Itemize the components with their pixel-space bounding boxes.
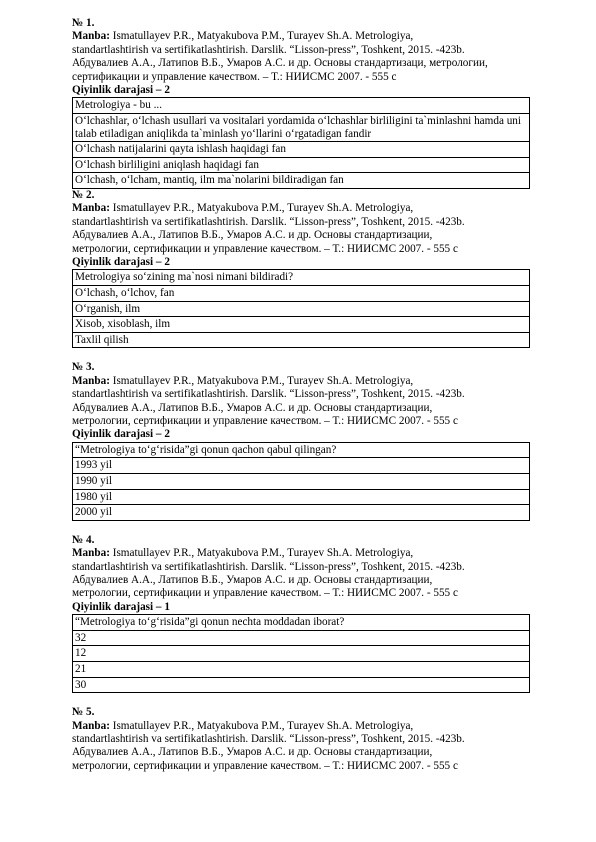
answer-table [72, 614, 530, 693]
answer-option: 21 [73, 662, 530, 678]
answer-option: 12 [73, 646, 530, 662]
answer-row [73, 458, 530, 474]
source-label: Manba: [72, 202, 110, 215]
question-number: № 2. [72, 189, 95, 201]
spacer [72, 693, 530, 706]
source-text: Ismatullayev P.R., Matyakubova P.M., Turayev Sh.A. Metrologiya, [109, 202, 414, 215]
source-line-4: метрологии, сертификации и управление качеством. – Т.: НИИСМС 2007. - 555 с [72, 415, 458, 428]
question-text: “Metrologiya to‘g‘risida”gi qonun qachon qabul qilingan? [73, 442, 530, 458]
spacer [72, 521, 530, 534]
answer-row [73, 173, 530, 189]
answer-option: O‘rganish, ilm [73, 301, 530, 317]
question-text: Metrologiya - bu ... [73, 98, 530, 114]
difficulty-level: Qiyinlik darajasi – 2 [72, 256, 170, 269]
source-label: Manba: [72, 374, 110, 387]
spacer [72, 348, 530, 361]
document-page [72, 17, 530, 773]
answer-row [73, 114, 530, 142]
answer-row [73, 630, 530, 646]
source-label: Manba: [72, 547, 110, 560]
answer-option: 2000 yil [73, 505, 530, 521]
answer-row [73, 317, 530, 333]
source-line-2: standartlashtirish va sertifikatlashtirish. Darslik. “Lisson-press”, Toshkent, 2015. -423b. [72, 388, 465, 401]
question-row [73, 615, 530, 631]
difficulty-level: Qiyinlik darajasi – 2 [72, 428, 170, 441]
answer-option: 30 [73, 677, 530, 693]
answer-option: 1993 yil [73, 458, 530, 474]
source-line-2: standartlashtirish va sertifikatlashtirish. Darslik. “Lisson-press”, Toshkent, 2015. -423b. [72, 43, 465, 56]
source-line-3: Абдувалиев А.А., Латипов В.Б., Умаров А.С. и др. Основы стандартизаци, метрологии, [72, 57, 488, 70]
question-2 [72, 189, 530, 348]
question-5 [72, 706, 530, 773]
source-text: Ismatullayev P.R., Matyakubova P.M., Turayev Sh.A. Metrologiya, [109, 30, 414, 43]
question-row [73, 270, 530, 286]
question-number: № 4. [72, 533, 95, 546]
question-number: № 3. [72, 361, 95, 374]
answer-option: O‘lchash, o‘lcham, mantiq, ilm ma`nolarini bildiradigan fan [73, 173, 530, 189]
question-row [73, 442, 530, 458]
source-line-2: standartlashtirish va sertifikatlashtirish. Darslik. “Lisson-press”, Toshkent, 2015. -423b. [72, 733, 465, 746]
source-line-1 [72, 720, 530, 733]
answer-row [73, 662, 530, 678]
answer-option: O‘lchash birliligini aniqlash haqidagi fan [73, 157, 530, 173]
answer-row [73, 332, 530, 348]
difficulty-level: Qiyinlik darajasi – 2 [72, 84, 170, 97]
question-number: № 5. [72, 706, 95, 719]
source-label: Manba: [72, 30, 110, 43]
difficulty-level: Qiyinlik darajasi – 1 [72, 600, 170, 613]
source-line-1 [72, 202, 530, 215]
answer-option: O‘lchash, o‘lchov, fan [73, 286, 530, 302]
answer-table [72, 269, 530, 348]
answer-table [72, 442, 530, 521]
source-line-3: Абдувалиев А.А., Латипов В.Б., Умаров А.С. и др. Основы стандартизации, [72, 229, 433, 242]
source-label: Manba: [72, 719, 110, 732]
answer-row [73, 142, 530, 158]
source-line-4: метрологии, сертификации и управление качеством. – Т.: НИИСМС 2007. - 555 с [72, 242, 458, 255]
answer-option: 32 [73, 630, 530, 646]
question-row [73, 98, 530, 114]
question-text: “Metrologiya to‘g‘risida”gi qonun nechta moddadan iborat? [73, 615, 530, 631]
answer-row [73, 474, 530, 490]
answer-option: Xisob, xisoblash, ilm [73, 317, 530, 333]
answer-table [72, 97, 530, 189]
question-1 [72, 17, 530, 189]
answer-row [73, 489, 530, 505]
answer-row [73, 301, 530, 317]
answer-option: 1980 yil [73, 489, 530, 505]
answer-row [73, 677, 530, 693]
answer-option: 1990 yil [73, 474, 530, 490]
source-line-4: сертификации и управление качеством. – Т.: НИИСМС 2007. - 555 с [72, 70, 397, 83]
source-line-4: метрологии, сертификации и управление качеством. – Т.: НИИСМС 2007. - 555 с [72, 587, 458, 600]
source-line-2: standartlashtirish va sertifikatlashtirish. Darslik. “Lisson-press”, Toshkent, 2015. -423b. [72, 215, 465, 228]
answer-option: Taxlil qilish [73, 332, 530, 348]
source-line-2: standartlashtirish va sertifikatlashtirish. Darslik. “Lisson-press”, Toshkent, 2015. -423b. [72, 560, 465, 573]
question-number: № 1. [72, 17, 95, 29]
question-3 [72, 361, 530, 520]
source-text: Ismatullayev P.R., Matyakubova P.M., Turayev Sh.A. Metrologiya, [109, 547, 414, 560]
source-line-1 [72, 30, 530, 43]
answer-row [73, 286, 530, 302]
question-4 [72, 534, 530, 693]
source-text: Ismatullayev P.R., Matyakubova P.M., Turayev Sh.A. Metrologiya, [109, 374, 414, 387]
answer-row [73, 157, 530, 173]
question-text: Metrologiya so‘zining ma`nosi nimani bildiradi? [73, 270, 530, 286]
source-line-3: Абдувалиев А.А., Латипов В.Б., Умаров А.С. и др. Основы стандартизации, [72, 746, 433, 759]
answer-option: O‘lchash natijalarini qayta ishlash haqidagi fan [73, 142, 530, 158]
source-text: Ismatullayev P.R., Matyakubova P.M., Turayev Sh.A. Metrologiya, [109, 719, 414, 732]
answer-row [73, 505, 530, 521]
answer-option: O‘lchashlar, o‘lchash usullari va vositalari yordamida o‘lchashlar birliligini ta`minlashni hamda uni talab etiladigan aniqlikda ta`minlash yo‘llarini o‘rgatadigan fandir [73, 114, 530, 142]
source-line-4: метрологии, сертификации и управление качеством. – Т.: НИИСМС 2007. - 555 с [72, 759, 458, 772]
source-line-1 [72, 375, 530, 388]
answer-row [73, 646, 530, 662]
source-line-3: Абдувалиев А.А., Латипов В.Б., Умаров А.С. и др. Основы стандартизации, [72, 401, 433, 414]
source-line-1 [72, 547, 530, 560]
source-line-3: Абдувалиев А.А., Латипов В.Б., Умаров А.С. и др. Основы стандартизации, [72, 574, 433, 587]
